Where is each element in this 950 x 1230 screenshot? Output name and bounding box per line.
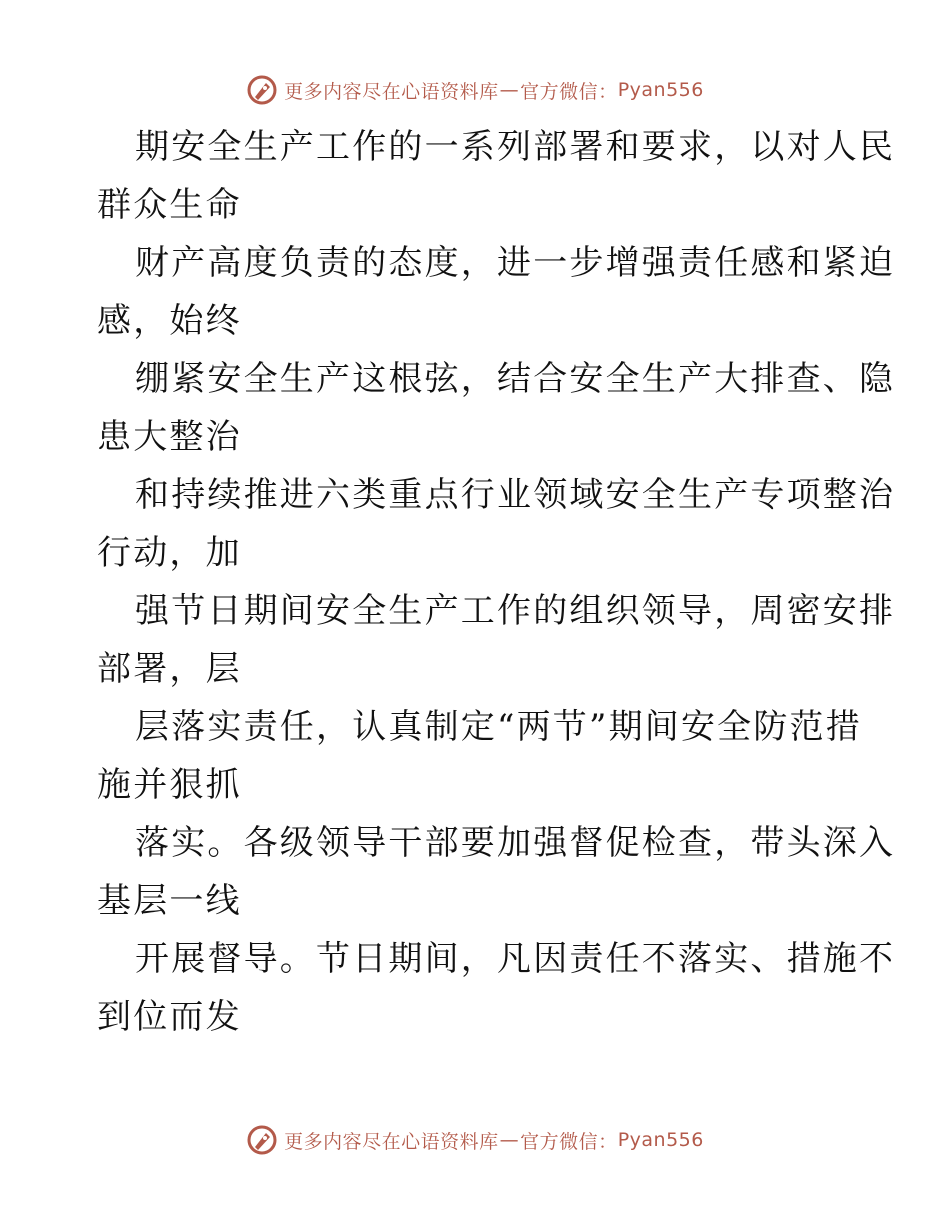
- paragraph-line: 落实。各级领导干部要加强督促检查，带头深入: [135, 823, 896, 863]
- banner-wechat-id: Pyan556: [617, 79, 704, 101]
- paragraph-line: 财产高度负责的态度，进一步增强责任感和紧迫: [135, 243, 896, 283]
- paragraph-line: 部署，层: [97, 649, 242, 689]
- banner-wechat-id: Pyan556: [617, 1129, 704, 1151]
- banner-separator: —: [499, 79, 520, 101]
- paragraph-line: 基层一线: [97, 881, 242, 921]
- paragraph-line: 开展督导。节日期间，凡因责任不落实、措施不: [135, 939, 896, 979]
- header-banner: [0, 73, 950, 107]
- banner-separator: —: [499, 1129, 520, 1151]
- pen-nib-logo-icon: [246, 74, 278, 106]
- paragraph-line: 强节日期间安全生产工作的组织领导，周密安排: [135, 591, 896, 631]
- paragraph-line: 期安全生产工作的一系列部署和要求，以对人民: [135, 127, 896, 167]
- paragraph-line: 施并狠抓: [97, 765, 242, 805]
- banner-text: 更多内容尽在心语资料库: [284, 1130, 499, 1153]
- paragraph-line: 绷紧安全生产这根弦，结合安全生产大排查、隐: [135, 359, 896, 399]
- document-body: [97, 118, 896, 1046]
- banner-wechat-label: 官方微信：: [520, 1130, 618, 1153]
- banner-text: 更多内容尽在心语资料库: [284, 80, 499, 103]
- footer-banner: [0, 1123, 950, 1157]
- paragraph-line: 和持续推进六类重点行业领域安全生产专项整治: [135, 475, 896, 515]
- paragraph-line: 患大整治: [97, 417, 242, 457]
- paragraph-line: 到位而发: [97, 997, 242, 1037]
- paragraph-line: 感，始终: [97, 301, 242, 341]
- paragraph-line: 群众生命: [97, 185, 242, 225]
- pen-nib-logo-icon: [246, 1124, 278, 1156]
- paragraph-line: 行动，加: [97, 533, 242, 573]
- paragraph-line: 层落实责任，认真制定“两节”期间安全防范措: [135, 707, 862, 747]
- banner-wechat-label: 官方微信：: [520, 80, 618, 103]
